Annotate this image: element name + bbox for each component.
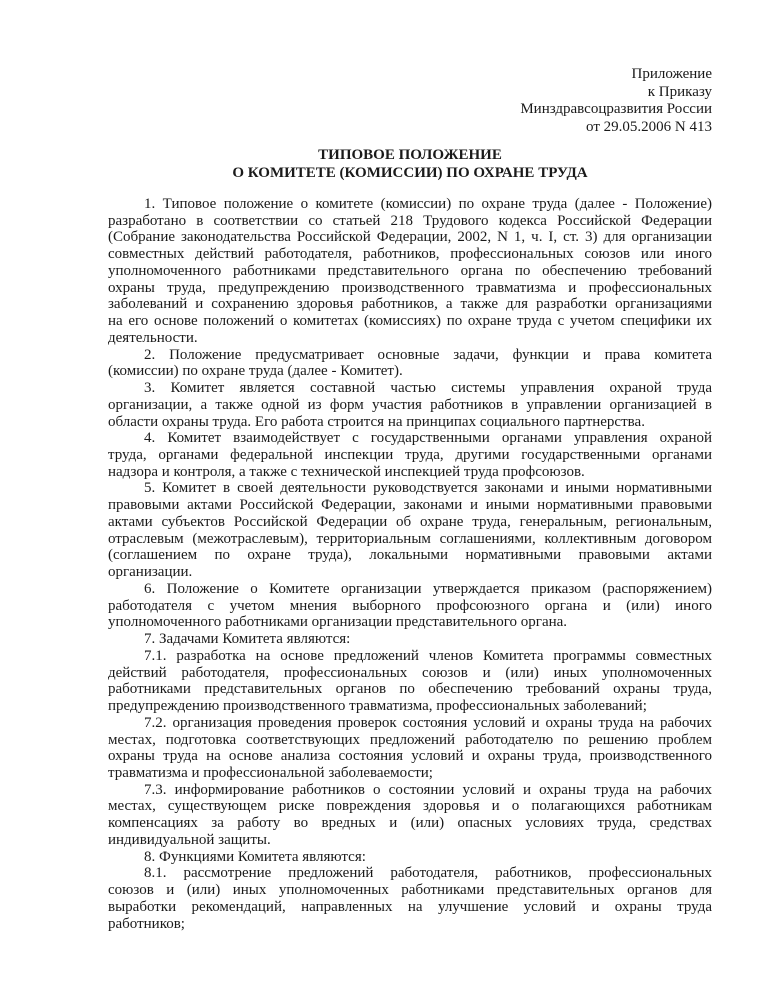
paragraph [108,480,712,580]
paragraph-line: предупреждению производственного травматизма, профессиональных заболеваний; [108,698,647,715]
paragraph-line: 7.1. разработка на основе предложений членов Комитета программы совместных [144,647,712,664]
header-line: Минздравсоцразвития России [520,101,712,118]
title-line: ТИПОВОЕ ПОЛОЖЕНИЕ [318,147,502,163]
paragraph-line: (соглашением по охране труда), локальными нормативными правовыми актами [108,547,712,564]
paragraph-line: (комиссии) по охране труда (далее - Комитет). [108,363,403,380]
paragraph-line: 7.2. организация проведения проверок состояния условий и охраны труда на рабочих [144,714,712,731]
paragraph [108,347,712,380]
paragraph-line: действий работодателя, профессиональных союзов и (или) иных уполномоченных [108,664,712,681]
appendix-header [520,66,712,137]
paragraph-line: 7. Задачами Комитета являются: [144,631,351,648]
paragraph-line: индивидуальной защиты. [108,831,271,848]
paragraph-line: 5. Комитет в своей деятельности руководствуется законами и иными нормативными [144,480,712,497]
paragraph-line: правовыми актами Российской Федерации, законами и иными нормативными правовыми [108,497,712,514]
paragraph-line: уполномоченного работниками организации представительного органа. [108,614,568,631]
paragraph-line: работников; [108,915,185,932]
paragraph-line: организации. [108,564,193,581]
paragraph-line: работодателя с учетом мнения выборного профсоюзного органа и (или) иного [108,597,712,614]
paragraph-line: 7.3. информирование работников о состоянии условий и охраны труда на рабочих [144,781,712,798]
paragraph-line: актами субъектов Российской Федерации об охране труда, генеральным, региональным, [108,513,712,530]
paragraph-line: труда, органами федеральной инспекции труда, другими государственными органами [108,447,712,464]
paragraph-line: охраны труда на основе анализа состояния условий и охраны труда, производственного [108,748,712,765]
paragraph-line: союзов и (или) иных уполномоченных работниками представительных органов для [108,882,712,899]
paragraph [108,196,712,347]
paragraph-line: выработки рекомендаций, направленных на улучшение условий и охраны труда [108,898,712,915]
paragraph-line: 3. Комитет является составной частью системы управления охраной труда [144,380,712,397]
paragraph-line: 8. Функциями Комитета являются: [144,848,366,865]
header-line: от 29.05.2006 N 413 [586,119,712,136]
paragraph-line: разработано в соответствии со статьей 218 Трудового кодекса Российской Федерации [108,212,712,229]
paragraph-line: охраны труда, предупреждению производственного травматизма и профессиональных [108,279,712,296]
paragraph [108,715,712,782]
paragraph-line: (Собрание законодательства Российской Федерации, 2002, N 1, ч. I, ст. 3) для организации [108,229,712,246]
paragraph-line: 8.1. рассмотрение предложений работодателя, работников, профессиональных [144,865,712,882]
paragraph [108,849,712,866]
paragraph [108,865,712,932]
header-line: Приложение [631,66,712,82]
paragraph-line: заболеваний и сохранению здоровья работников, а также для разработки организациями [108,296,712,313]
paragraph [108,648,712,715]
paragraph-line: совместных действий работодателя, работников, профессиональных союзов или иного [108,246,712,263]
header-line: к Приказу [647,83,712,100]
paragraph-line: местах, подготовка соответствующих предложений работодателю по решению проблем [108,731,712,748]
paragraph-line: компенсациях за работу во вредных и (или) опасных условиях труда, средствах [108,815,712,832]
paragraph-line: организации, а также одной из форм участия работников в управлении организацией в [108,396,712,413]
paragraph-line: 6. Положение о Комитете организации утверждается приказом (распоряжением) [144,580,712,597]
paragraph-line: 4. Комитет взаимодействует с государственными органами управления охраной [144,430,712,447]
paragraph-line: 2. Положение предусматривает основные задачи, функции и права комитета [144,346,712,363]
paragraph-line: надзора и контроля, а также с технической инспекцией труда профсоюзов. [108,463,585,480]
paragraph-line: уполномоченного работниками представительного органа по обеспечению требований [108,262,712,279]
paragraph-line: на его основе положений о комитетах (комиссиях) по охране труда с учетом специфики их [108,313,712,330]
title-line: О КОМИТЕТЕ (КОМИССИИ) ПО ОХРАНЕ ТРУДА [232,165,588,181]
paragraph-line: области охраны труда. Его работа строится на принципах социального партнерства. [108,413,645,430]
paragraph [108,631,712,648]
paragraph-line: деятельности. [108,329,198,346]
paragraph-line: 1. Типовое положение о комитете (комиссии) по охране труда (далее - Положение) [144,196,712,212]
paragraph-line: отраслевым (межотраслевым), территориальным соглашениями, коллективным договором [108,530,712,547]
paragraph [108,581,712,631]
paragraph-line: работниками представительных органов по обеспечению требований охраны труда, [108,681,712,698]
paragraph [108,380,712,430]
paragraph [108,430,712,480]
paragraph-line: травматизма и профессиональной заболеваемости; [108,764,433,781]
paragraph-line: местах, существующем риске повреждения здоровья и о полагающихся работникам [108,798,712,815]
document-body [108,196,712,932]
document-title [0,146,768,182]
paragraph [108,782,712,849]
